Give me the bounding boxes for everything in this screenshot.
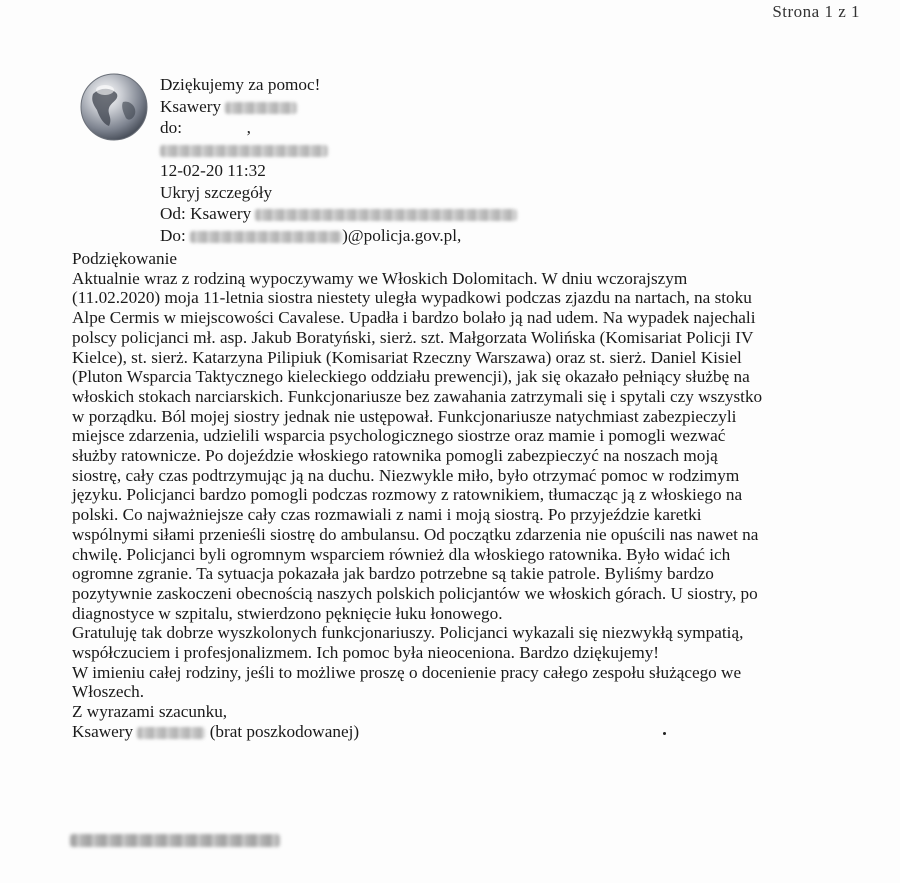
redacted-to-address xyxy=(190,231,342,243)
to-full-suffix: )@policja.gov.pl, xyxy=(342,225,462,245)
body-line: Aktualnie wraz z rodziną wypoczywamy we Włoskich Dolomitach. W dniu wczorajszym xyxy=(72,268,688,288)
to-line xyxy=(160,117,517,139)
email-header xyxy=(160,74,517,246)
body-line: Podziękowanie xyxy=(72,249,178,268)
redacted-surname xyxy=(225,102,297,114)
redacted-address-line xyxy=(160,139,517,161)
body-line: włoskich stokach narciarskich. Funkcjonariusze bez zawahania zatrzymali się i spytali czy wszystko xyxy=(72,386,763,406)
globe-icon xyxy=(79,72,149,142)
email-subject: Dziękujemy za pomoc! xyxy=(160,75,321,94)
body-line: siostrę, cały czas podtrzymując ją na duchu. Niezwykle miło, było otrzymać pomoc w rodzimym xyxy=(72,465,740,485)
from-line xyxy=(160,203,517,225)
sender-line xyxy=(160,96,517,118)
body-line: miejsce zdarzenia, udzielili wsparcia psychologicznego siostrze oraz mamie i pomogli wezwać xyxy=(72,426,726,446)
body-line: Gratuluję tak dobrze wyszkolonych funkcjonariuszy. Policjanci wykazali się niezwykłą sympatią, xyxy=(72,623,744,643)
redacted-address xyxy=(160,145,328,157)
signature-name: Ksawery xyxy=(72,721,134,741)
from-label: Od: Ksawery xyxy=(160,204,252,223)
body-line: w porządku. Ból mojej siostry jednak nie ustępował. Funkcjonariusze natychmiast zabezpieczyli xyxy=(72,406,737,426)
body-line: polski. Co najważniejsze cały czas rozmawiali z nami i moją siostrą. Po przyjeździe karetki xyxy=(72,505,702,525)
signature-suffix: (brat poszkodowanej) xyxy=(209,721,360,741)
email-date: 12-02-20 11:32 xyxy=(160,161,266,180)
signature-line xyxy=(72,722,872,742)
body-line: W imieniu całej rodziny, jeśli to możliwe proszę o docenienie pracy całego zespołu służącego we xyxy=(72,662,742,682)
body-line: ogromne zgranie. Ta sytuacja pokazała jak bardzo potrzebne są takie patrole. Byliśmy bardzo xyxy=(72,564,714,584)
body-line: Włoszech. xyxy=(72,682,145,702)
body-line: języku. Policjanci bardzo pomogli podczas rozmowy z ratownikiem, tłumacząc ją z włoskiego na xyxy=(72,485,743,505)
sender-name: Ksawery xyxy=(160,96,222,116)
to-full-label: Do: xyxy=(160,225,186,245)
redacted-footer xyxy=(70,834,280,847)
body-line: chwilę. Policjanci byli ogromnym wsparciem również dla włoskiego ratownika. Było widać ich xyxy=(72,544,731,564)
hide-details-link[interactable]: Ukryj szczegóły xyxy=(160,182,273,202)
body-line: (Pluton Wsparcia Taktycznego kieleckiego oddziału prewencji), jak się okazało pełniący służbę na xyxy=(72,367,750,387)
to-full-line xyxy=(160,225,517,247)
page-number: Strona 1 z 1 xyxy=(772,2,860,21)
body-line: współczuciem i profesjonalizmem. Ich pomoc była nieoceniona. Bardzo dziękujemy! xyxy=(72,643,660,663)
body-line: (11.02.2020) moja 11-letnia siostra niestety uległa wypadkowi podczas zjazdu na nartach, na stoku xyxy=(72,288,752,308)
body-line: służby ratownicze. Po dojeździe włoskiego ratownika pomogli zabezpieczyć na noszach moją xyxy=(72,446,718,466)
body-line: Alpe Cermis w miejscowości Cavalese. Upadła i bardzo bolało ją nad udem. Na wypadek najechali xyxy=(72,308,756,328)
redacted-from-address xyxy=(255,209,517,221)
body-line: polscy policjanci mł. asp. Jakub Boratyński, sierż. szt. Małgorzata Wolińska (Komisariat Policji IV xyxy=(72,327,754,347)
body-line: Kielce), st. sierż. Katarzyna Pilipiuk (Komisariat Rzeczny Warszawa) oraz st. sierż. Daniel Kisiel xyxy=(72,347,742,367)
body-line: diagnostyce w szpitalu, stwierdzono pęknięcie łuku łonowego. xyxy=(72,603,503,623)
scan-speck xyxy=(663,732,666,735)
body-line: Z wyrazami szacunku, xyxy=(72,702,228,722)
to-suffix: , xyxy=(246,118,251,137)
body-line: wspólnymi siłami przenieśli siostrę do ambulansu. Od początku zdarzenia nie opuścili nas nawet na xyxy=(72,524,759,544)
email-body xyxy=(72,249,872,742)
redacted-signature-surname xyxy=(137,727,205,739)
body-line: pozytywnie zaskoczeni obecnością naszych polskich policjantów we włoskich górach. U siostry, po xyxy=(72,583,758,603)
to-label: do: xyxy=(160,118,182,137)
